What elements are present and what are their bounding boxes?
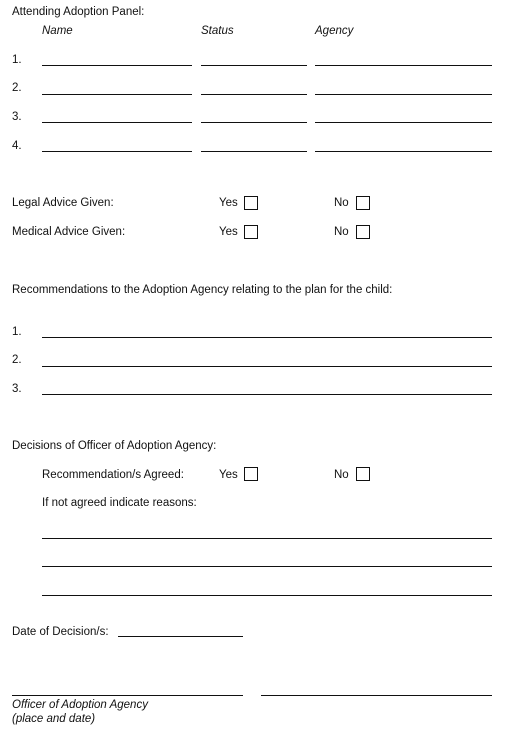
agency-field-2[interactable] <box>315 94 492 95</box>
medical-no-label: No <box>334 226 349 238</box>
date-label: Date of Decision/s: <box>12 626 109 638</box>
panel-row-number: 1. <box>12 54 22 66</box>
panel-title: Attending Adoption Panel: <box>12 6 145 18</box>
status-field-1[interactable] <box>201 65 307 66</box>
legal-yes-label: Yes <box>219 197 238 209</box>
panel-row-number: 2. <box>12 82 22 94</box>
reasons-field-1[interactable] <box>42 538 492 539</box>
medical-yes-checkbox[interactable] <box>244 225 258 239</box>
reasons-label: If not agreed indicate reasons: <box>42 497 197 509</box>
legal-no-label: No <box>334 197 349 209</box>
agreed-no-checkbox[interactable] <box>356 467 370 481</box>
legal-yes-checkbox[interactable] <box>244 196 258 210</box>
status-field-4[interactable] <box>201 151 307 152</box>
recommendation-field-3[interactable] <box>42 394 492 395</box>
panel-row-number: 4. <box>12 140 22 152</box>
header-name: Name <box>42 25 73 37</box>
name-field-1[interactable] <box>42 65 192 66</box>
agreed-yes-label: Yes <box>219 469 238 481</box>
legal-no-checkbox[interactable] <box>356 196 370 210</box>
recommendation-number: 1. <box>12 326 22 338</box>
recommendation-number: 2. <box>12 354 22 366</box>
reasons-field-2[interactable] <box>42 566 492 567</box>
recommendation-number: 3. <box>12 383 22 395</box>
status-field-3[interactable] <box>201 122 307 123</box>
legal-advice-label: Legal Advice Given: <box>12 197 114 209</box>
name-field-4[interactable] <box>42 151 192 152</box>
date-field[interactable] <box>118 636 243 637</box>
medical-advice-label: Medical Advice Given: <box>12 226 126 238</box>
agreed-yes-checkbox[interactable] <box>244 467 258 481</box>
recommendation-field-1[interactable] <box>42 337 492 338</box>
place-date-label: (place and date) <box>12 713 96 725</box>
agency-field-1[interactable] <box>315 65 492 66</box>
name-field-3[interactable] <box>42 122 192 123</box>
agreed-no-label: No <box>334 469 349 481</box>
name-field-2[interactable] <box>42 94 192 95</box>
agency-field-4[interactable] <box>315 151 492 152</box>
officer-label: Officer of Adoption Agency <box>12 699 148 711</box>
place-date-field[interactable] <box>261 695 492 696</box>
decisions-title: Decisions of Officer of Adoption Agency: <box>12 440 217 452</box>
panel-row-number: 3. <box>12 111 22 123</box>
officer-signature-field[interactable] <box>12 695 243 696</box>
agreed-label: Recommendation/s Agreed: <box>42 469 184 481</box>
medical-yes-label: Yes <box>219 226 238 238</box>
header-agency: Agency <box>315 25 354 37</box>
agency-field-3[interactable] <box>315 122 492 123</box>
recommendations-title: Recommendations to the Adoption Agency relating to the plan for the child: <box>12 284 393 296</box>
recommendation-field-2[interactable] <box>42 366 492 367</box>
status-field-2[interactable] <box>201 94 307 95</box>
header-status: Status <box>201 25 234 37</box>
reasons-field-3[interactable] <box>42 595 492 596</box>
medical-no-checkbox[interactable] <box>356 225 370 239</box>
